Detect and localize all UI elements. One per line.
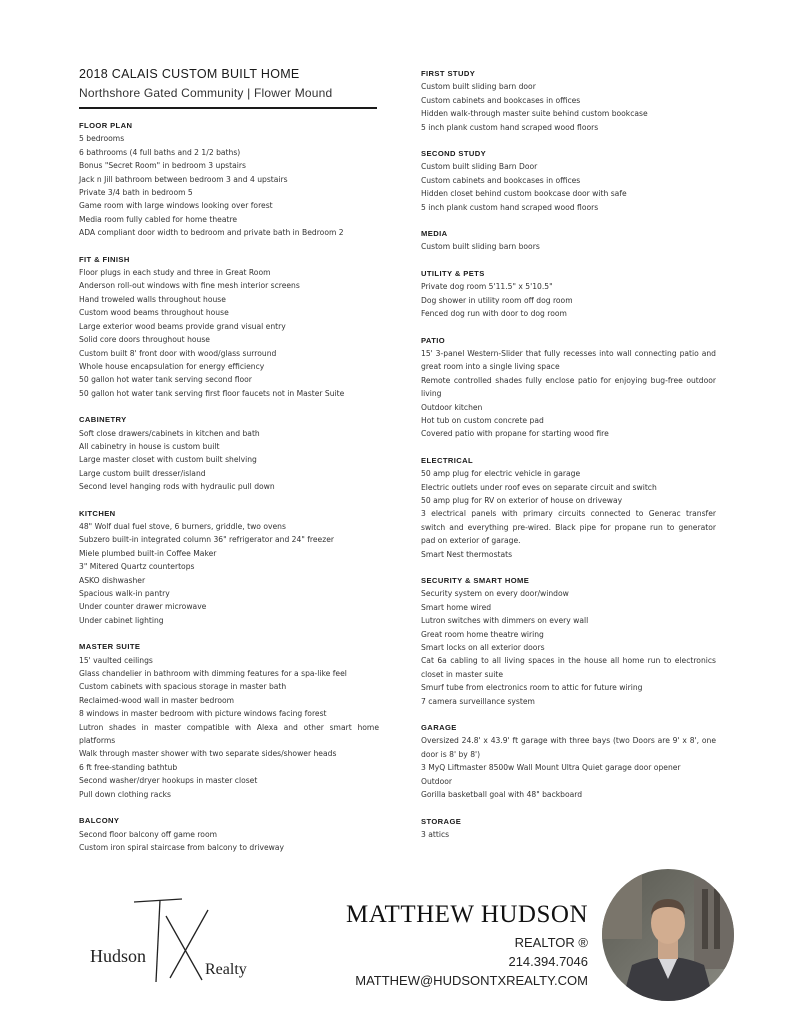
- feature-item: Floor plugs in each study and three in Great Room: [79, 268, 271, 278]
- feature-item: ADA compliant door width to bedroom and private bath in Bedroom 2: [79, 228, 344, 238]
- agent-phone: 214.394.7046: [508, 954, 588, 969]
- section-patio: [421, 334, 716, 441]
- feature-item: 50 gallon hot water tank serving second floor: [79, 375, 252, 385]
- feature-item: Oversized 24.8' x 43.9' ft garage with three bays (two Doors are 9' x 8', one door is 8' by 8'): [421, 736, 716, 759]
- section-storage: [421, 815, 716, 842]
- feature-item: Solid core doors throughout house: [79, 335, 210, 345]
- section-heading: UTILITY & PETS: [421, 268, 485, 278]
- left-column: [79, 119, 379, 867]
- feature-item: Great room home theatre wiring: [421, 629, 544, 639]
- feature-item: Second level hanging rods with hydraulic pull down: [79, 482, 275, 492]
- feature-item: Hidden walk-through master suite behind custom bookcase: [421, 109, 648, 119]
- page-subtitle: Northshore Gated Community | Flower Mound: [79, 86, 333, 100]
- section-heading: PATIO: [421, 335, 446, 345]
- feature-item: Pull down clothing racks: [79, 789, 171, 799]
- feature-item: 5 inch plank custom hand scraped wood floors: [421, 202, 599, 212]
- section-heading: FLOOR PLAN: [79, 121, 133, 130]
- feature-item: Custom cabinets with spacious storage in master bath: [79, 682, 287, 692]
- section-heading: SECURITY & SMART HOME: [421, 576, 530, 585]
- feature-item: 50 gallon hot water tank serving first floor faucets not in Master Suite: [79, 388, 345, 398]
- section-utility-and-pets: [421, 267, 716, 321]
- feature-item: Second washer/dryer hookups in master closet: [79, 776, 258, 786]
- section-floor-plan: [79, 119, 379, 240]
- feature-item: Smart locks on all exterior doors: [421, 643, 545, 653]
- section-heading: CABINETRY: [79, 415, 127, 425]
- section-heading: SECOND STUDY: [421, 149, 487, 159]
- feature-item: Walk through master shower with two separate sides/shower heads: [79, 749, 337, 759]
- feature-item: 3 MyQ Liftmaster 8500w Wall Mount Ultra Quiet garage door opener: [421, 763, 681, 773]
- feature-item: Smurf tube from electronics room to attic for future wiring: [421, 683, 643, 693]
- section-master-suite: [79, 640, 379, 801]
- feature-item: Subzero built-in integrated column 36" refrigerator and 24" freezer: [79, 535, 335, 545]
- feature-item: 3 electrical panels with primary circuits connected to Generac transfer switch and everything pre-wired. Black pipe for propane run to generator pad on exterior of garage.: [421, 509, 716, 546]
- feature-item: Under counter drawer microwave: [79, 602, 207, 612]
- feature-item: Custom wood beams throughout house: [79, 308, 229, 318]
- feature-item: Custom built sliding Barn Door: [421, 162, 538, 172]
- section-heading: FIRST STUDY: [421, 69, 476, 78]
- section-media: [421, 227, 716, 254]
- feature-item: 7 camera surveillance system: [421, 696, 535, 706]
- feature-item: Reclaimed-wood wall in master bedroom: [79, 695, 235, 705]
- feature-item: Dog shower in utility room off dog room: [421, 295, 573, 305]
- feature-item: Private 3/4 bath in bedroom 5: [79, 188, 193, 198]
- section-heading: ELECTRICAL: [421, 455, 474, 465]
- section-first-study: [421, 67, 716, 134]
- feature-item: Smart home wired: [421, 602, 492, 612]
- feature-item: 3" Mitered Quartz countertops: [79, 562, 195, 572]
- feature-item: Gorilla basketball goal with 48" backboard: [421, 790, 583, 800]
- section-balcony: [79, 814, 379, 854]
- section-heading: FIT & FINISH: [79, 254, 130, 264]
- feature-item: Private dog room 5'11.5" x 5'10.5": [421, 282, 553, 292]
- logo-right-word: Realty: [205, 961, 247, 978]
- feature-item: Outdoor kitchen: [421, 402, 483, 412]
- agent-title: REALTOR ®: [514, 935, 588, 950]
- feature-item: 3 attics: [421, 829, 450, 839]
- feature-item: 6 ft free-standing bathtub: [79, 762, 178, 772]
- feature-item: Custom iron spiral staircase from balcony to driveway: [79, 842, 284, 852]
- section-heading: MASTER SUITE: [79, 642, 141, 652]
- feature-item: Hidden closet behind custom bookcase door with safe: [421, 189, 627, 199]
- feature-item: Large exterior wood beams provide grand visual entry: [79, 321, 286, 331]
- feature-item: Electric outlets under roof eves on separate circuit and switch: [421, 482, 657, 492]
- feature-item: Custom cabinets and bookcases in offices: [421, 175, 581, 185]
- feature-item: Custom built sliding barn boors: [421, 242, 540, 252]
- feature-item: Game room with large windows looking over forest: [79, 201, 273, 211]
- feature-item: Smart Nest thermostats: [421, 549, 513, 559]
- feature-item: 15' vaulted ceilings: [79, 655, 153, 665]
- feature-item: Remote controlled shades fully enclose patio for enjoying bug-free outdoor living: [421, 375, 716, 399]
- feature-item: Glass chandelier in bathroom with dimming features for a spa-like feel: [79, 669, 347, 679]
- section-security-and-smart-home: [421, 574, 716, 708]
- feature-item: 6 bathrooms (4 full baths and 2 1/2 baths): [79, 147, 241, 157]
- feature-item: 50 amp plug for RV on exterior of house on driveway: [421, 495, 623, 505]
- section-electrical: [421, 454, 716, 561]
- feature-item: 8 windows in master bedroom with picture windows facing forest: [79, 709, 327, 719]
- feature-item: Jack n Jill bathroom between bedroom 3 and 4 upstairs: [79, 174, 288, 184]
- logo-left-word: Hudson: [90, 946, 147, 966]
- feature-item: Anderson roll-out windows with fine mesh interior screens: [79, 281, 300, 291]
- section-heading: GARAGE: [421, 723, 457, 733]
- section-garage: [421, 721, 716, 801]
- feature-item: Fenced dog run with door to dog room: [421, 309, 567, 319]
- section-second-study: [421, 147, 716, 214]
- feature-item: Cat 6a cabling to all living spaces in the house all home run to electronics closet in master suite: [421, 656, 716, 679]
- feature-item: Large custom built dresser/island: [79, 468, 206, 478]
- section-heading: KITCHEN: [79, 508, 116, 518]
- feature-item: 5 bedrooms: [79, 134, 125, 144]
- feature-item: Hand troweled walls throughout house: [79, 294, 226, 304]
- feature-item: Security system on every door/window: [421, 589, 569, 599]
- feature-item: 15' 3-panel Western-Slider that fully recesses into wall connecting patio and great room into a single living space: [421, 348, 716, 372]
- feature-item: Hot tub on custom concrete pad: [421, 415, 544, 425]
- feature-item: Custom built 8' front door with wood/glass surround: [79, 348, 277, 358]
- feature-item: Spacious walk-in pantry: [79, 589, 170, 598]
- agent-email: MATTHEW@HUDSONTXREALTY.COM: [355, 973, 588, 988]
- feature-item: All cabinetry in house is custom built: [79, 441, 220, 451]
- feature-item: Second floor balcony off game room: [79, 829, 217, 839]
- agent-photo: [602, 869, 734, 1001]
- feature-item: Miele plumbed built-in Coffee Maker: [79, 548, 217, 558]
- page-title: 2018 CALAIS CUSTOM BUILT HOME: [79, 67, 300, 81]
- feature-item: Bonus "Secret Room" in bedroom 3 upstairs: [79, 161, 246, 171]
- feature-item: Media room fully cabled for home theatre: [79, 214, 238, 224]
- agent-name: MATTHEW HUDSON: [346, 901, 588, 928]
- feature-item: 5 inch plank custom hand scraped wood floors: [421, 122, 599, 132]
- feature-item: Lutron switches with dimmers on every wall: [421, 616, 589, 626]
- feature-item: Custom cabinets and bookcases in offices: [421, 95, 581, 105]
- feature-item: Lutron shades in master compatible with Alexa and other smart home platforms: [79, 722, 379, 746]
- right-column: [421, 67, 716, 854]
- feature-item: Custom built sliding barn door: [421, 82, 536, 92]
- section-fit-and-finish: [79, 253, 379, 400]
- feature-item: Covered patio with propane for starting wood fire: [421, 429, 609, 439]
- section-heading: MEDIA: [421, 229, 448, 239]
- feature-item: Soft close drawers/cabinets in kitchen and bath: [79, 428, 260, 438]
- feature-item: Outdoor: [421, 776, 453, 786]
- section-heading: BALCONY: [79, 816, 120, 826]
- section-heading: STORAGE: [421, 816, 462, 826]
- section-kitchen: [79, 507, 379, 628]
- feature-item: 48" Wolf dual fuel stove, 6 burners, griddle, two ovens: [79, 521, 286, 531]
- section-cabinetry: [79, 413, 379, 493]
- header-divider: [79, 107, 377, 109]
- feature-item: ASKO dishwasher: [79, 575, 146, 585]
- feature-item: 50 amp plug for electric vehicle in garage: [421, 469, 581, 479]
- hudson-tx-realty-logo: [90, 896, 250, 986]
- feature-item: Whole house encapsulation for energy efficiency: [79, 361, 265, 371]
- feature-item: Under cabinet lighting: [79, 615, 164, 625]
- feature-item: Large master closet with custom built shelving: [79, 455, 257, 465]
